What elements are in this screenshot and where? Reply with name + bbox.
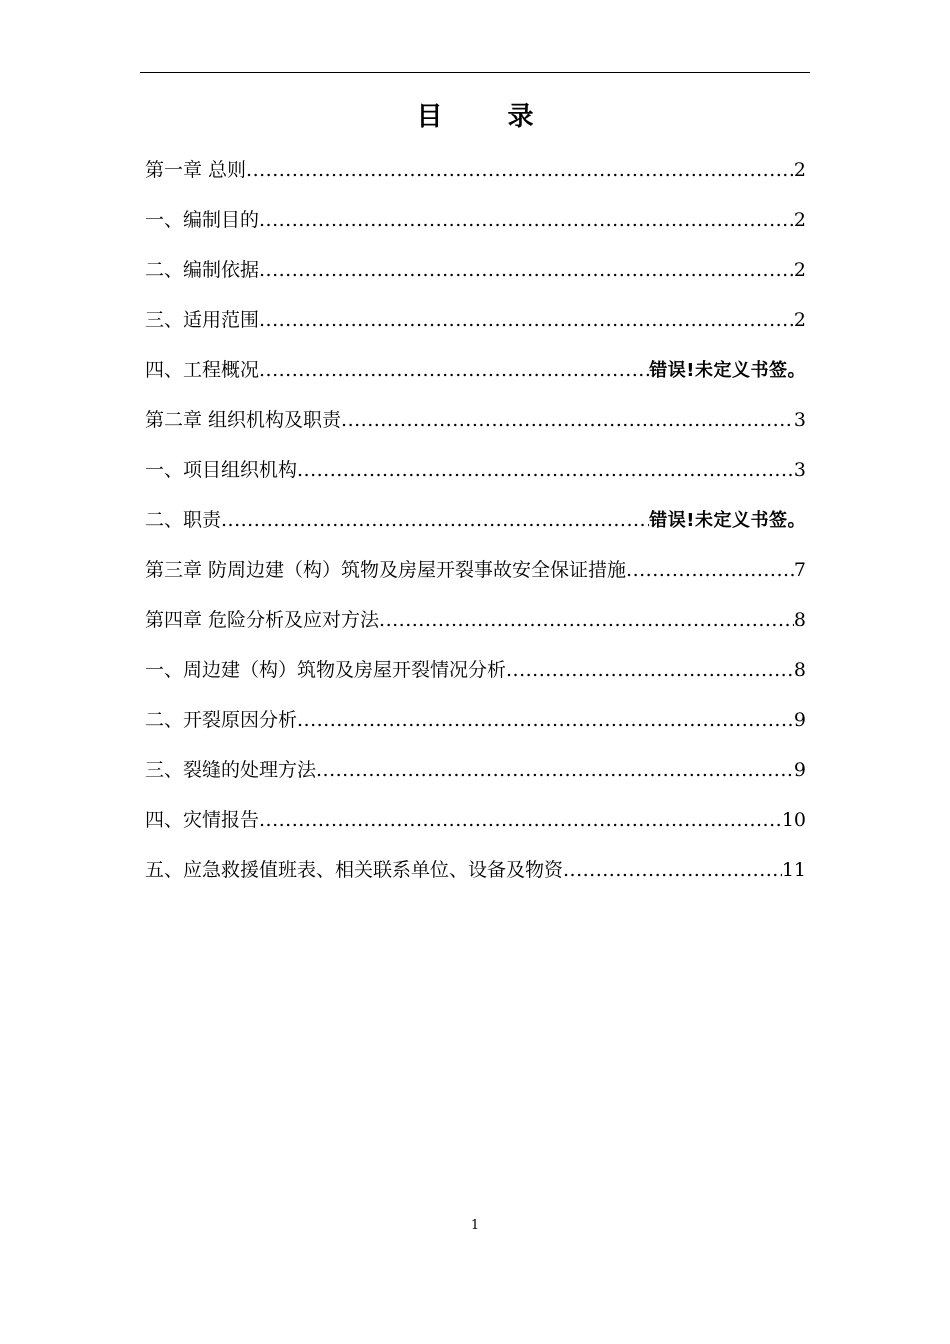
toc-entry-page: 3 (793, 409, 806, 431)
toc-entry-page: 8 (793, 659, 806, 681)
toc-dot-leader (626, 561, 794, 580)
toc-dot-leader (563, 861, 782, 880)
toc-entry[interactable] (145, 450, 806, 500)
toc-entry-page: 9 (793, 709, 806, 731)
header-rule (140, 72, 810, 73)
toc-entry[interactable] (145, 600, 806, 650)
toc-bookmark-error: 错误!未定义书签。 (649, 510, 806, 531)
toc-entry[interactable] (145, 700, 806, 750)
toc-entry-text: 第三章 防周边建（构）筑物及房屋开裂事故安全保证措施 (145, 559, 627, 581)
toc-entry[interactable] (145, 200, 806, 250)
toc-entry-text: 二、职责 (145, 509, 222, 531)
toc-entry-text: 第一章 总则 (145, 159, 247, 181)
toc-dot-leader (246, 161, 794, 180)
toc-entry-text: 五、应急救援值班表、相关联系单位、设备及物资 (145, 859, 564, 881)
toc-dot-leader (259, 211, 794, 230)
toc-dot-leader (341, 411, 794, 430)
toc-dot-leader (316, 761, 794, 780)
toc-entry-text: 一、项目组织机构 (145, 459, 298, 481)
toc-entry-text: 二、编制依据 (145, 259, 260, 281)
toc-dot-leader (259, 311, 794, 330)
toc-entry[interactable] (145, 650, 806, 700)
toc-entry-text: 第二章 组织机构及职责 (145, 409, 342, 431)
toc-entry-page: 8 (793, 609, 806, 631)
toc-entry-page: 2 (793, 309, 806, 331)
toc-entry-text: 四、工程概况 (145, 359, 260, 381)
toc-dot-leader (259, 811, 782, 830)
toc-entry[interactable] (145, 250, 806, 300)
toc-dot-leader (259, 261, 794, 280)
toc-entry-text: 一、编制目的 (145, 209, 260, 231)
toc-entry[interactable] (145, 850, 806, 900)
toc-entry-page: 2 (793, 209, 806, 231)
toc-entry[interactable] (145, 750, 806, 800)
toc-entry-text: 二、开裂原因分析 (145, 709, 298, 731)
toc-entry-text: 一、周边建（构）筑物及房屋开裂情况分析 (145, 659, 507, 681)
table-of-contents (145, 150, 806, 900)
toc-entry-page: 2 (793, 259, 806, 281)
toc-dot-leader (297, 711, 794, 730)
toc-entry-page: 11 (781, 859, 806, 881)
toc-dot-leader (379, 611, 794, 630)
toc-entry-page: 7 (793, 559, 806, 581)
toc-title: 目 录 (416, 102, 562, 132)
toc-bookmark-error: 错误!未定义书签。 (649, 360, 806, 381)
toc-entry-text: 四、灾情报告 (145, 809, 260, 831)
toc-entry-text: 三、适用范围 (145, 309, 260, 331)
page-number: 1 (470, 1218, 480, 1233)
toc-entry[interactable] (145, 500, 806, 550)
toc-entry-page: 2 (793, 159, 806, 181)
toc-entry[interactable] (145, 300, 806, 350)
toc-dot-leader (259, 361, 649, 380)
toc-entry-text: 第四章 危险分析及应对方法 (145, 609, 380, 631)
toc-entry-page: 9 (793, 759, 806, 781)
toc-entry[interactable] (145, 150, 806, 200)
toc-entry[interactable] (145, 800, 806, 850)
toc-entry[interactable] (145, 550, 806, 600)
toc-entry-page: 3 (793, 459, 806, 481)
toc-entry-page: 10 (781, 809, 806, 831)
toc-entry[interactable] (145, 400, 806, 450)
toc-entry-text: 三、裂缝的处理方法 (145, 759, 317, 781)
toc-dot-leader (506, 661, 794, 680)
toc-dot-leader (221, 511, 649, 530)
toc-dot-leader (297, 461, 794, 480)
toc-entry[interactable] (145, 350, 806, 400)
